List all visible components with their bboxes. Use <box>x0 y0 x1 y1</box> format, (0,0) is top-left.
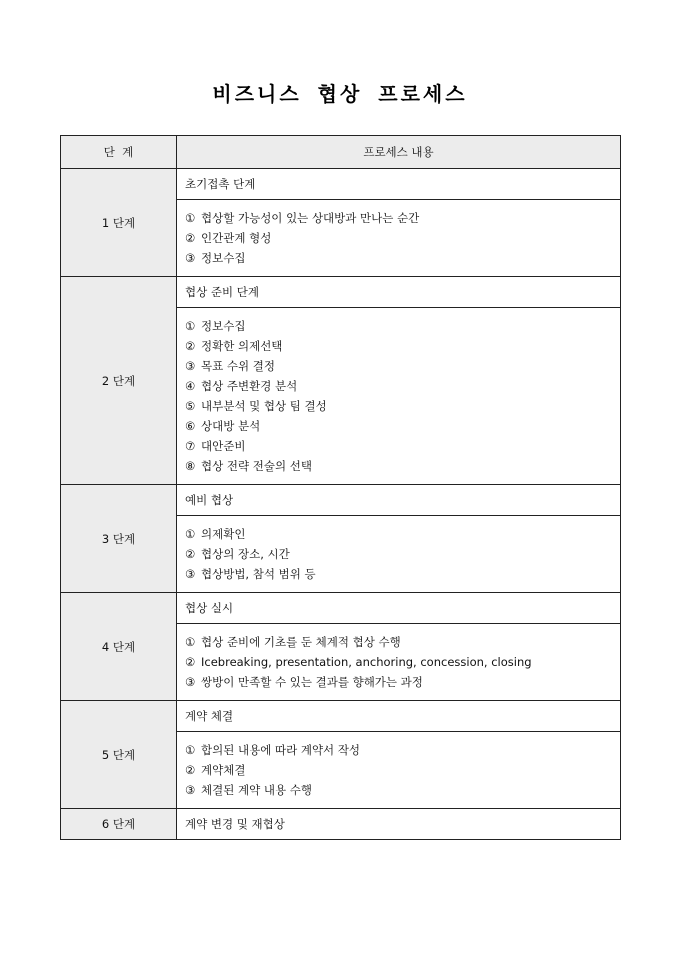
page-title: 비즈니스 협상 프로세스 <box>212 82 468 106</box>
stage-label: 5 단계 <box>61 701 177 809</box>
item-number-marker: ② <box>185 763 196 777</box>
list-item <box>185 356 612 376</box>
table-header-row <box>61 136 621 169</box>
list-item <box>185 564 612 584</box>
item-number-marker: ③ <box>185 783 196 797</box>
stage-heading-row <box>61 169 621 200</box>
item-text: 체결된 계약 내용 수행 <box>201 783 312 797</box>
stage-heading: 예비 협상 <box>177 485 621 516</box>
list-item <box>185 740 612 760</box>
list-item <box>185 436 612 456</box>
item-text: 계약체결 <box>201 763 246 777</box>
list-item <box>185 336 612 356</box>
item-number-marker: ⑧ <box>185 459 196 473</box>
item-text: 협상방법, 참석 범위 등 <box>201 567 316 581</box>
stage-label: 6 단계 <box>61 809 177 840</box>
item-text: Icebreaking, presentation, anchoring, concession, closing <box>201 655 532 669</box>
list-item <box>185 228 612 248</box>
stage-item-list <box>185 208 612 268</box>
item-number-marker: ② <box>185 547 196 561</box>
item-text: 의제확인 <box>201 527 246 541</box>
item-text: 정보수집 <box>201 319 246 333</box>
item-text: 대안준비 <box>201 439 246 453</box>
item-number-marker: ① <box>185 743 196 757</box>
list-item <box>185 780 612 800</box>
stage-item-list <box>185 740 612 800</box>
item-text: 협상의 장소, 시간 <box>201 547 290 561</box>
process-table <box>60 135 621 840</box>
stage-column-header: 단 계 <box>61 136 177 169</box>
table-body <box>61 169 621 840</box>
stage-label: 2 단계 <box>61 277 177 485</box>
item-number-marker: ② <box>185 231 196 245</box>
stage-heading: 협상 준비 단계 <box>177 277 621 308</box>
stage-heading-row <box>61 593 621 624</box>
item-text: 협상 전략 전술의 선택 <box>201 459 312 473</box>
item-number-marker: ① <box>185 635 196 649</box>
list-item <box>185 316 612 336</box>
list-item <box>185 248 612 268</box>
list-item <box>185 208 612 228</box>
item-number-marker: ③ <box>185 567 196 581</box>
item-number-marker: ② <box>185 655 196 669</box>
item-text: 상대방 분석 <box>201 419 261 433</box>
stage-label: 3 단계 <box>61 485 177 593</box>
stage-heading-row <box>61 277 621 308</box>
item-text: 인간관계 형성 <box>201 231 272 245</box>
item-number-marker: ③ <box>185 675 196 689</box>
stage-item-list <box>185 524 612 584</box>
list-item <box>185 652 612 672</box>
stage-label: 4 단계 <box>61 593 177 701</box>
stage-heading-row <box>61 809 621 840</box>
stage-items-cell <box>177 624 621 701</box>
item-number-marker: ⑦ <box>185 439 196 453</box>
item-number-marker: ① <box>185 211 196 225</box>
list-item <box>185 524 612 544</box>
item-number-marker: ③ <box>185 251 196 265</box>
content-column-header: 프로세스 내용 <box>177 136 621 169</box>
item-text: 협상할 가능성이 있는 상대방과 만나는 순간 <box>201 211 420 225</box>
stage-items-cell <box>177 308 621 485</box>
list-item <box>185 544 612 564</box>
list-item <box>185 760 612 780</box>
stage-heading-row <box>61 485 621 516</box>
stage-heading: 계약 변경 및 재협상 <box>177 809 621 840</box>
item-text: 협상 주변환경 분석 <box>201 379 298 393</box>
list-item <box>185 456 612 476</box>
stage-label: 1 단계 <box>61 169 177 277</box>
stage-heading-row <box>61 701 621 732</box>
item-number-marker: ⑥ <box>185 419 196 433</box>
item-text: 협상 준비에 기초를 둔 체계적 협상 수행 <box>201 635 401 649</box>
item-number-marker: ① <box>185 527 196 541</box>
list-item <box>185 632 612 652</box>
item-text: 목표 수위 결정 <box>201 359 275 373</box>
item-number-marker: ④ <box>185 379 196 393</box>
stage-items-cell <box>177 516 621 593</box>
list-item <box>185 376 612 396</box>
item-number-marker: ⑤ <box>185 399 196 413</box>
stage-heading: 초기접촉 단계 <box>177 169 621 200</box>
stage-item-list <box>185 316 612 476</box>
item-number-marker: ② <box>185 339 196 353</box>
item-number-marker: ① <box>185 319 196 333</box>
stage-heading: 계약 체결 <box>177 701 621 732</box>
item-text: 정보수집 <box>201 251 246 265</box>
list-item <box>185 672 612 692</box>
list-item <box>185 396 612 416</box>
list-item <box>185 416 612 436</box>
stage-items-cell <box>177 200 621 277</box>
stage-items-cell <box>177 732 621 809</box>
item-text: 내부분석 및 협상 팀 결성 <box>201 399 327 413</box>
item-number-marker: ③ <box>185 359 196 373</box>
item-text: 쌍방이 만족할 수 있는 결과를 향해가는 과정 <box>201 675 423 689</box>
item-text: 합의된 내용에 따라 계약서 작성 <box>201 743 361 757</box>
stage-heading: 협상 실시 <box>177 593 621 624</box>
stage-item-list <box>185 632 612 692</box>
item-text: 정확한 의제선택 <box>201 339 283 353</box>
